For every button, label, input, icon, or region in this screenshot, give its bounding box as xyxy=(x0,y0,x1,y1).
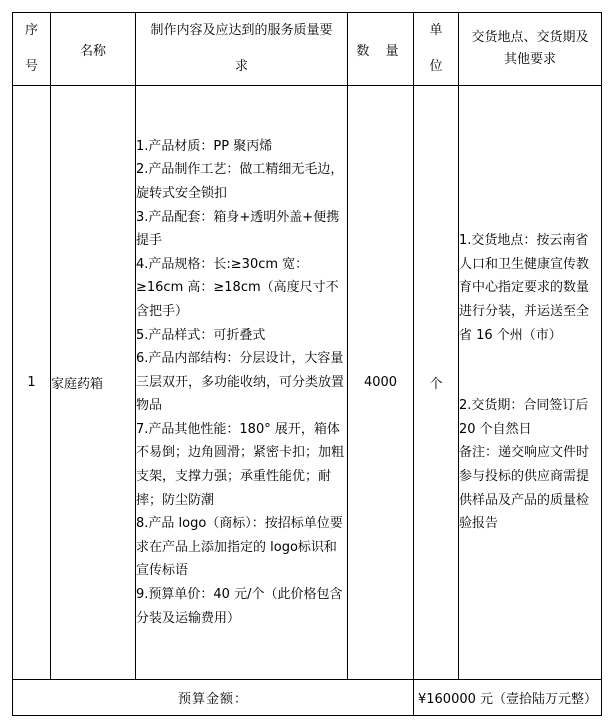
row-other-requirements xyxy=(459,86,602,680)
header-row xyxy=(13,13,602,86)
requirements-header-line1: 制作内容及应达到的服务质量要 xyxy=(150,23,333,38)
requirement-item: 9.预算单价：40 元/个（此价格包含分装及运输费用） xyxy=(136,587,343,626)
unit-header xyxy=(414,13,459,86)
seq-header-bottom: 号 xyxy=(24,59,38,74)
budget-label: 预算金额： xyxy=(13,680,414,716)
spec-table xyxy=(12,12,602,716)
other-requirements-header xyxy=(459,13,602,86)
unit-header-bottom: 位 xyxy=(429,59,443,74)
requirement-item: 6.产品内部结构：分层设计，大容量三层双开，多功能收纳，可分类放置物品 xyxy=(136,351,345,414)
requirements-header xyxy=(136,13,348,86)
delivery-place: 1.交货地点：按云南省人口和卫生健康宣传教育中心指定要求的数量进行分装，并运送至全省 16 个州（市） xyxy=(459,233,590,343)
budget-row xyxy=(13,680,602,716)
requirement-item: 4.产品规格：长:≥30cm 宽：≥16cm 高：≥18cm（高度尺寸不含把手） xyxy=(136,256,339,319)
row-unit: 个 xyxy=(414,86,459,680)
requirement-item: 1.产品材质：PP 聚丙烯 xyxy=(136,138,273,154)
row-quantity: 4000 xyxy=(348,86,414,680)
requirement-item: 3.产品配套：箱身+透明外盖+便携提手 xyxy=(136,209,340,249)
other-header-line1: 交货地点、交货期及 xyxy=(471,30,589,45)
quantity-header: 数 量 xyxy=(348,13,414,86)
requirement-item: 7.产品其他性能：180° 展开，箱体不易倒；边角圆滑；紧密卡扣；加粗支架，支撑力强；承重性能优；耐摔；防尘防潮 xyxy=(136,421,345,508)
delivery-time: 2.交货期：合同签订后 20 个自然日 xyxy=(459,398,589,437)
requirement-item: 2.产品制作工艺：做工精细无毛边，旋转式安全锁扣 xyxy=(136,162,344,201)
row-seq: 1 xyxy=(13,86,51,680)
seq-header-top: 序 xyxy=(24,23,38,38)
row-requirements xyxy=(136,86,348,680)
spacer xyxy=(459,347,601,394)
other-header-line2: 其他要求 xyxy=(503,52,556,67)
requirement-item: 5.产品样式：可折叠式 xyxy=(136,327,266,343)
seq-header xyxy=(13,13,51,86)
note: 备注：递交响应文件时参与投标的供应商需提供样品及产品的质量检验报告 xyxy=(459,445,590,532)
row-name: 家庭药箱 xyxy=(51,86,136,680)
budget-value: ¥160000 元（壹拾陆万元整） xyxy=(414,680,602,716)
requirement-item: 8.产品 logo（商标）：按招标单位要求在产品上添加指定的 logo标识和宣传标语 xyxy=(136,516,343,579)
table-row xyxy=(13,86,602,680)
requirements-header-line2: 求 xyxy=(234,59,248,74)
name-header: 名称 xyxy=(51,13,136,86)
unit-header-top: 单 xyxy=(429,23,443,38)
